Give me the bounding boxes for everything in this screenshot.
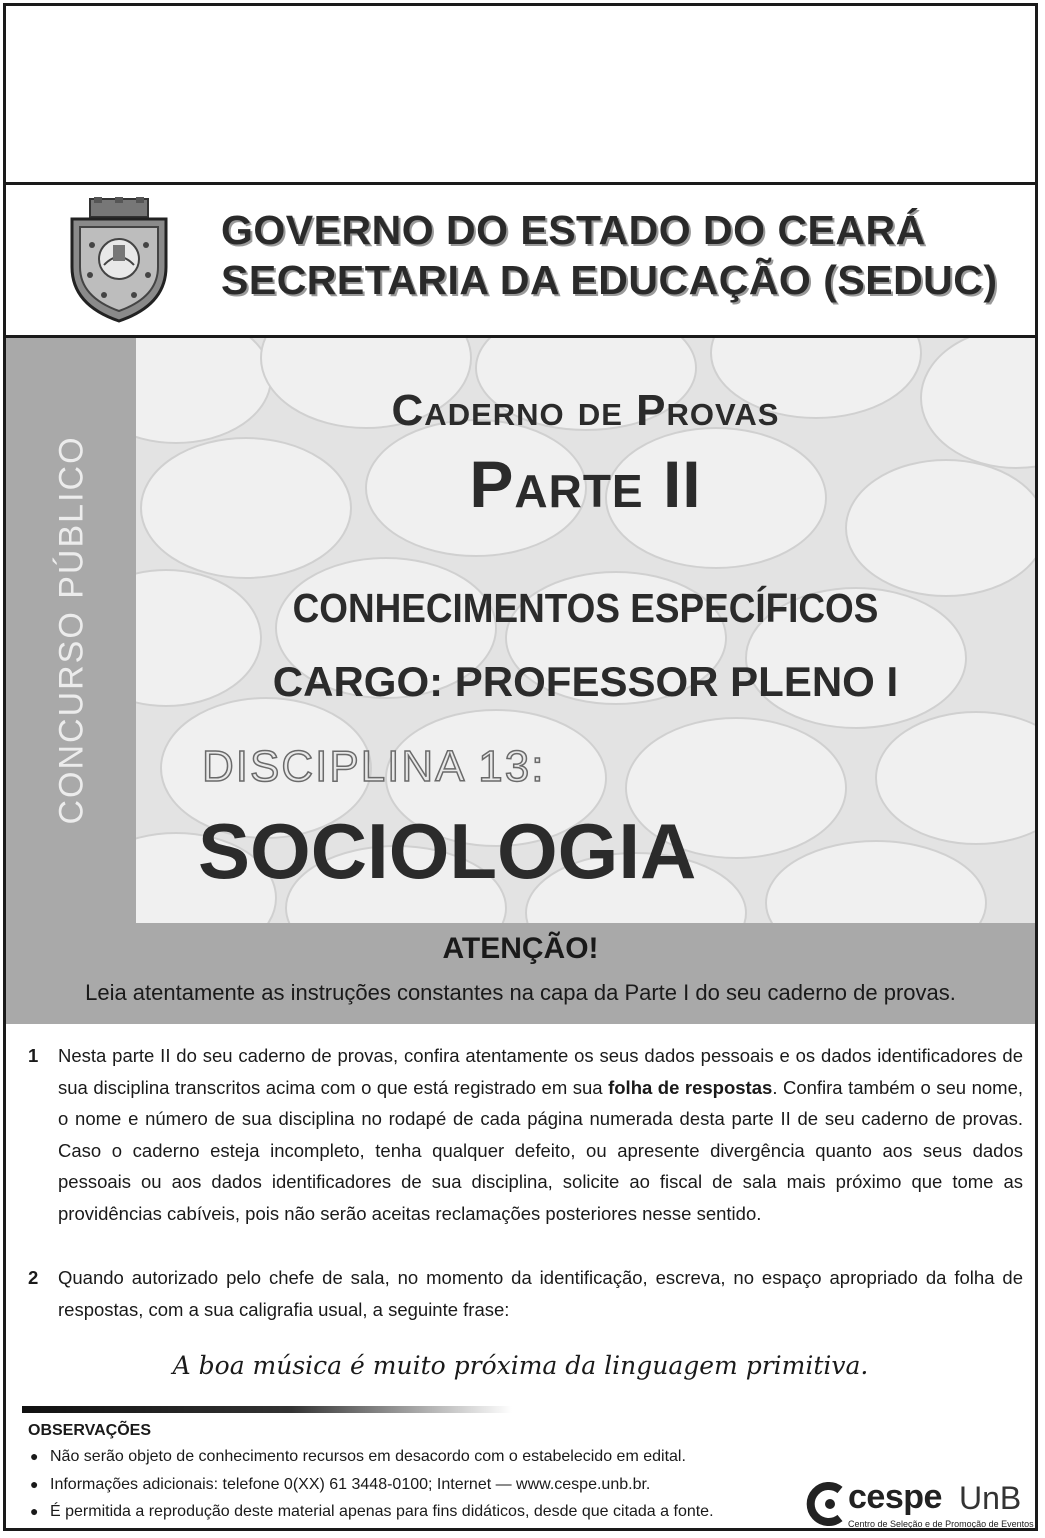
bullet-icon: ● [30,1476,39,1492]
logo-tagline: Centro de Seleção e de Promoção de Eventos [848,1519,1034,1529]
government-title [221,205,1021,305]
observacao-text: É permitida a reprodução deste material apenas para fins didáticos, desde que citada a fonte. [50,1503,714,1520]
parte-title: Parte II [469,447,702,521]
bullet-icon: ● [30,1448,39,1464]
instruction-number: 1 [28,1045,39,1066]
cover-banner [6,338,1035,1024]
cargo-title: CARGO: PROFESSOR PLENO I [272,658,899,705]
caderno-de-provas-title: Caderno de Provas [391,386,780,435]
cespe-wordmark: cespe [848,1478,942,1516]
instruction-number: 2 [28,1267,39,1288]
conhecimentos-especificos-title: CONHECIMENTOS ESPECÍFICOS [292,585,879,631]
attention-title: ATENÇÃO! [442,932,599,965]
instruction-text-part: Nesta parte II do seu caderno de provas, confira atentamente os seus dados pessoais e os dados identificadores de sua disciplina transcritos acima com o que está registrado em sua [58,1045,1023,1098]
unb-wordmark: UnB [959,1480,1022,1516]
observacao-text: Informações adicionais: telefone 0(XX) 61 3448-0100; Internet — www.cespe.unb.br. [50,1476,651,1493]
disciplina-label: DISCIPLINA 13: [202,742,546,791]
page-frame [3,3,1038,1531]
observacao-item [30,1448,686,1466]
cespe-unb-logo [804,1478,1034,1534]
observacao-item [30,1476,650,1494]
instruction-text [58,1040,1023,1230]
cespe-logo-icon [804,1482,848,1526]
bullet-icon: ● [30,1503,39,1519]
concurso-publico-label: CONCURSO PÚBLICO [52,435,91,825]
sidebar [6,338,136,923]
observacoes-title: OBSERVAÇÕES [28,1422,151,1439]
government-line: GOVERNO DO ESTADO DO CEARÁ [221,207,926,253]
instruction-bold-text: folha de respostas [608,1076,773,1098]
subject-title: SOCIOLOGIA [198,807,697,895]
instruction-text: Quando autorizado pelo chefe de sala, no momento da identificação, escreva, no espaço apropriado da folha de respostas, com a sua caligrafia usual, a seguinte frase: [58,1267,1023,1320]
divider [22,1406,512,1413]
header [6,185,1035,338]
instruction-item [28,1262,1023,1325]
cover-content [136,338,1035,923]
secretariat-line: SECRETARIA DA EDUCAÇÃO (SEDUC) [221,257,998,303]
attention-text: Leia atentamente as instruções constantes na capa da Parte I do seu caderno de provas. [85,980,956,1005]
observacao-item [30,1503,714,1521]
ceara-coat-of-arms-icon [64,197,174,323]
handwriting-phrase: A boa música é muito próxima da linguagem primitiva. [172,1351,869,1380]
blank-top-box [6,6,1035,185]
instruction-item [28,1040,1023,1230]
instruction-text-part: . Confira também o seu nome, o nome e número de sua disciplina no rodapé de cada página numerada desta parte II de seu caderno de provas. Caso o caderno esteja incompleto, tenha qualquer defeito, ou apresente divergência quanto aos seus dados pessoais ou aos dados identificadores de sua disciplina, solicite ao fiscal de sala mais próximo que tome as providências cabíveis, pois não serão aceitas reclamações posteriores nesse sentido. [58,1076,1024,1224]
observacao-text: Não serão objeto de conhecimento recursos em desacordo com o estabelecido em edital. [50,1448,686,1465]
